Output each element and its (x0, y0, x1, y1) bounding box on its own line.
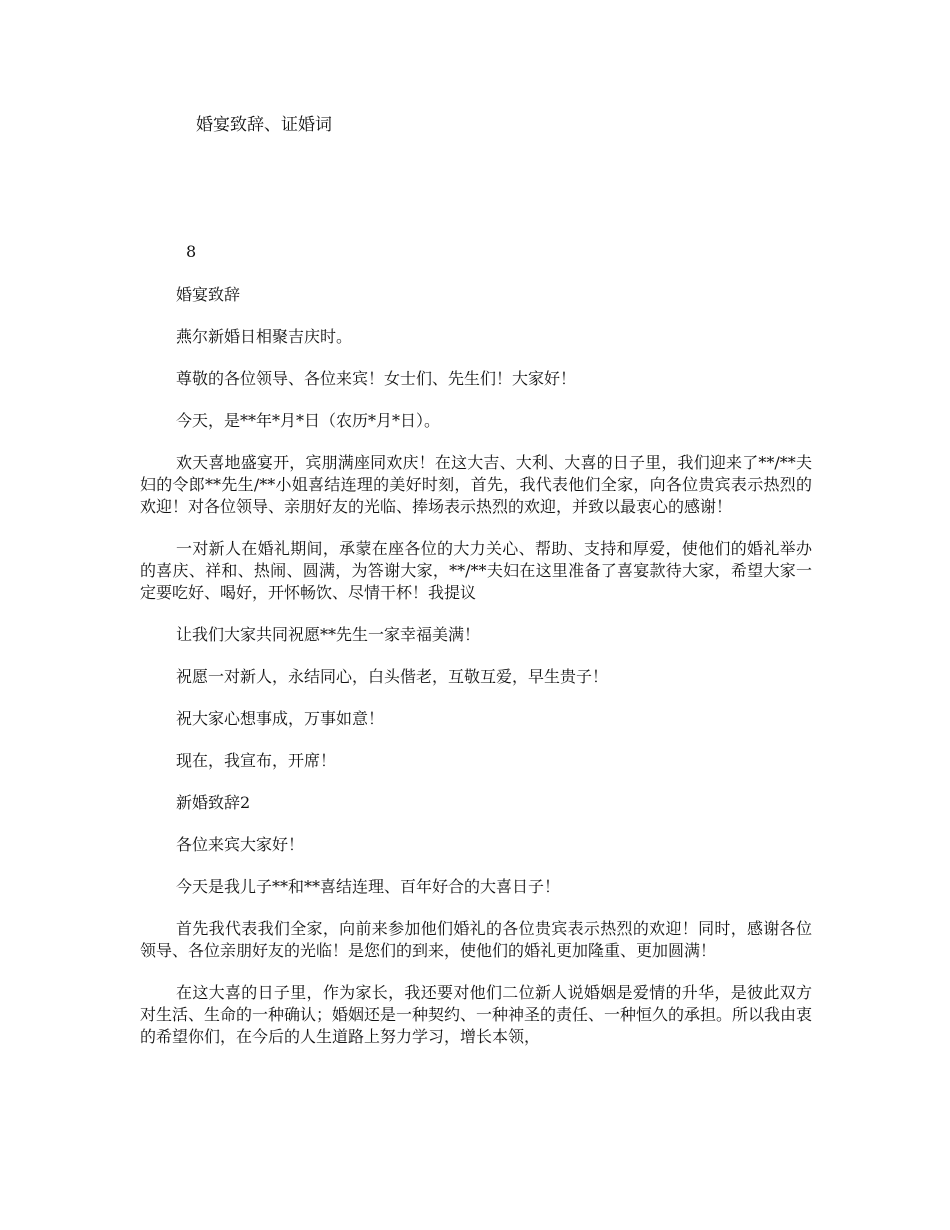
paragraph: 让我们大家共同祝愿**先生一家幸福美满！ (176, 625, 481, 644)
paragraph: 今天，是**年*月*日（农历*月*日）。 (176, 411, 441, 430)
page-number: 8 (186, 242, 197, 261)
paragraph: 现在，我宣布，开席！ (176, 751, 337, 770)
section-heading: 新婚致辞2 (176, 793, 251, 812)
paragraph: 祝大家心想事成，万事如意！ (176, 709, 385, 728)
paragraph: 尊敬的各位领导、各位来宾！女士们、先生们！大家好！ (176, 369, 577, 388)
section-heading: 婚宴致辞 (176, 285, 241, 304)
paragraph: 祝愿一对新人，永结同心，白头偕老，互敬互爱，早生贵子！ (176, 667, 609, 686)
document-title: 婚宴致辞、证婚词 (196, 115, 332, 135)
paragraph: 欢天喜地盛宴开，宾朋满座同欢庆！在这大吉、大利、大喜的日子里，我们迎来了**/**夫妇的令郎**先生/**小姐喜结连理的美好时刻，首先，我代表他们全家，向各位贵宾表示热烈的欢迎！对各位领导、亲朋好友的光临、捧场表示热烈的欢迎，并致以最衷心的感谢！ (140, 453, 812, 516)
document-body (140, 284, 812, 1068)
paragraph: 首先我代表我们全家，向前来参加他们婚礼的各位贵宾表示热烈的欢迎！同时，感谢各位领导、各位亲朋好友的光临！是您们的到来，使他们的婚礼更加隆重、更加圆满！ (140, 919, 812, 960)
paragraph: 燕尔新婚日相聚吉庆时。 (176, 327, 353, 346)
paragraph: 各位来宾大家好！ (176, 835, 305, 854)
paragraph: 今天是我儿子**和**喜结连理、百年好合的大喜日子！ (176, 877, 561, 896)
paragraph: 在这大喜的日子里，作为家长，我还要对他们二位新人说婚姻是爱情的升华，是彼此双方对生活、生命的一种确认；婚姻还是一种契约、一种神圣的责任、一种恒久的承担。所以我由衷的希望你们，在今后的人生道路上努力学习，增长本领， (140, 983, 813, 1046)
paragraph: 一对新人在婚礼期间，承蒙在座各位的大力关心、帮助、支持和厚爱，使他们的婚礼举办的喜庆、祥和、热闹、圆满，为答谢大家，**/**夫妇在这里准备了喜宴款待大家，希望大家一定要吃好、喝好，开怀畅饮、尽情干杯！我提议 (140, 539, 812, 602)
